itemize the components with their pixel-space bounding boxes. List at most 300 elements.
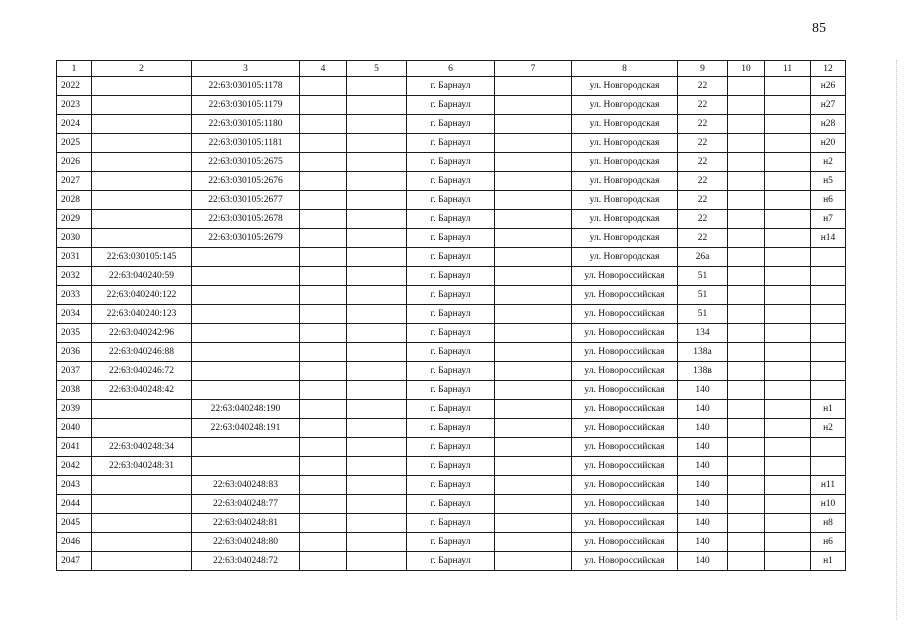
- table-cell-col-11: [765, 495, 811, 514]
- table-cell-col-3: 22:63:040248:83: [192, 476, 300, 495]
- table-cell-col-2: [92, 96, 192, 115]
- table-cell-col-8: ул. Новороссийская: [572, 343, 678, 362]
- table-cell-col-10: [728, 172, 765, 191]
- table-cell-col-9: 22: [678, 191, 728, 210]
- table-cell-col-2: [92, 533, 192, 552]
- table-row: [57, 115, 846, 134]
- table-cell-col-6: г. Барнаул: [407, 438, 495, 457]
- table-cell-col-5: [347, 514, 407, 533]
- table-cell-col-3: 22:63:030105:2678: [192, 210, 300, 229]
- table-cell-col-10: [728, 381, 765, 400]
- table-cell-col-11: [765, 267, 811, 286]
- table-cell-col-3: 22:63:030105:1180: [192, 115, 300, 134]
- table-row: [57, 191, 846, 210]
- table-cell-col-11: [765, 153, 811, 172]
- table-cell-col-8: ул. Новороссийская: [572, 552, 678, 571]
- table-cell-col-11: [765, 343, 811, 362]
- table-cell-col-8: ул. Новгородская: [572, 153, 678, 172]
- table-cell-col-4: [300, 248, 347, 267]
- column-header-7: 7: [495, 61, 572, 77]
- table-cell-col-7: [495, 514, 572, 533]
- table-cell-col-10: [728, 457, 765, 476]
- table-cell-col-10: [728, 324, 765, 343]
- table-row: [57, 419, 846, 438]
- table-cell-col-11: [765, 286, 811, 305]
- column-header-9: 9: [678, 61, 728, 77]
- table-cell-col-4: [300, 286, 347, 305]
- table-cell-col-11: [765, 438, 811, 457]
- table-cell-col-12: [811, 343, 846, 362]
- table-cell-col-1: 2035: [57, 324, 92, 343]
- table-cell-col-11: [765, 400, 811, 419]
- table-cell-col-6: г. Барнаул: [407, 153, 495, 172]
- table-cell-col-6: г. Барнаул: [407, 248, 495, 267]
- table-cell-col-1: 2025: [57, 134, 92, 153]
- table-body: [57, 77, 846, 571]
- table-cell-col-9: 134: [678, 324, 728, 343]
- table-cell-col-10: [728, 115, 765, 134]
- table-row: [57, 286, 846, 305]
- table-cell-col-1: 2034: [57, 305, 92, 324]
- table-cell-col-8: ул. Новороссийская: [572, 362, 678, 381]
- table-cell-col-10: [728, 248, 765, 267]
- table-cell-col-3: [192, 267, 300, 286]
- table-row: [57, 77, 846, 96]
- table-cell-col-2: [92, 134, 192, 153]
- table-cell-col-5: [347, 533, 407, 552]
- table-cell-col-5: [347, 229, 407, 248]
- table-cell-col-2: [92, 552, 192, 571]
- table-row: [57, 362, 846, 381]
- table-cell-col-2: [92, 419, 192, 438]
- table-row: [57, 457, 846, 476]
- table-cell-col-9: 140: [678, 495, 728, 514]
- table-cell-col-3: [192, 362, 300, 381]
- table-cell-col-9: 140: [678, 514, 728, 533]
- table-cell-col-7: [495, 324, 572, 343]
- table-row: [57, 248, 846, 267]
- table-cell-col-6: г. Барнаул: [407, 305, 495, 324]
- table-cell-col-2: [92, 153, 192, 172]
- table-cell-col-10: [728, 96, 765, 115]
- table-row: [57, 324, 846, 343]
- table-cell-col-8: ул. Новороссийская: [572, 514, 678, 533]
- table-cell-col-10: [728, 343, 765, 362]
- table-cell-col-12: н1: [811, 552, 846, 571]
- table-cell-col-8: ул. Новороссийская: [572, 495, 678, 514]
- table-cell-col-4: [300, 476, 347, 495]
- table-cell-col-4: [300, 77, 347, 96]
- table-cell-col-1: 2023: [57, 96, 92, 115]
- table-cell-col-12: н1: [811, 400, 846, 419]
- table-cell-col-10: [728, 476, 765, 495]
- table-cell-col-9: 22: [678, 134, 728, 153]
- table-cell-col-11: [765, 77, 811, 96]
- table-cell-col-6: г. Барнаул: [407, 457, 495, 476]
- table-cell-col-7: [495, 381, 572, 400]
- table-cell-col-11: [765, 552, 811, 571]
- table-cell-col-8: ул. Новороссийская: [572, 324, 678, 343]
- table-cell-col-7: [495, 115, 572, 134]
- table-cell-col-7: [495, 153, 572, 172]
- table-cell-col-6: г. Барнаул: [407, 400, 495, 419]
- table-row: [57, 96, 846, 115]
- table-cell-col-4: [300, 172, 347, 191]
- table-cell-col-5: [347, 153, 407, 172]
- table-cell-col-11: [765, 514, 811, 533]
- table-row: [57, 229, 846, 248]
- table-cell-col-9: 140: [678, 476, 728, 495]
- table-cell-col-2: 22:63:040240:122: [92, 286, 192, 305]
- table-cell-col-4: [300, 134, 347, 153]
- table-row: [57, 172, 846, 191]
- table-cell-col-6: г. Барнаул: [407, 533, 495, 552]
- table-cell-col-6: г. Барнаул: [407, 267, 495, 286]
- table-cell-col-3: 22:63:040248:72: [192, 552, 300, 571]
- table-cell-col-9: 140: [678, 400, 728, 419]
- table-cell-col-12: [811, 286, 846, 305]
- table-cell-col-11: [765, 457, 811, 476]
- table-cell-col-7: [495, 267, 572, 286]
- table-cell-col-5: [347, 362, 407, 381]
- table-cell-col-2: [92, 77, 192, 96]
- table-row: [57, 305, 846, 324]
- table-cell-col-8: ул. Новгородская: [572, 134, 678, 153]
- table-cell-col-6: г. Барнаул: [407, 229, 495, 248]
- table-cell-col-11: [765, 134, 811, 153]
- table-cell-col-5: [347, 552, 407, 571]
- table-cell-col-6: г. Барнаул: [407, 134, 495, 153]
- table-cell-col-11: [765, 115, 811, 134]
- table-cell-col-12: н6: [811, 533, 846, 552]
- table-cell-col-11: [765, 476, 811, 495]
- column-header-2: 2: [92, 61, 192, 77]
- table-cell-col-7: [495, 343, 572, 362]
- table-cell-col-11: [765, 210, 811, 229]
- table-cell-col-1: 2038: [57, 381, 92, 400]
- table-cell-col-9: 22: [678, 115, 728, 134]
- table-row: [57, 400, 846, 419]
- table-cell-col-3: 22:63:040248:77: [192, 495, 300, 514]
- table-cell-col-6: г. Барнаул: [407, 286, 495, 305]
- table-cell-col-4: [300, 438, 347, 457]
- table-cell-col-6: г. Барнаул: [407, 324, 495, 343]
- table-cell-col-2: 22:63:030105:145: [92, 248, 192, 267]
- table-cell-col-4: [300, 191, 347, 210]
- table-cell-col-4: [300, 96, 347, 115]
- table-cell-col-12: н7: [811, 210, 846, 229]
- table-cell-col-5: [347, 210, 407, 229]
- table-cell-col-9: 138а: [678, 343, 728, 362]
- table-cell-col-4: [300, 381, 347, 400]
- table-cell-col-10: [728, 400, 765, 419]
- table-cell-col-9: 51: [678, 305, 728, 324]
- table-cell-col-1: 2032: [57, 267, 92, 286]
- table-cell-col-8: ул. Новороссийская: [572, 400, 678, 419]
- table-cell-col-2: [92, 514, 192, 533]
- table-cell-col-12: [811, 362, 846, 381]
- table-cell-col-6: г. Барнаул: [407, 172, 495, 191]
- table-cell-col-9: 51: [678, 286, 728, 305]
- table-cell-col-11: [765, 191, 811, 210]
- table-cell-col-8: ул. Новороссийская: [572, 476, 678, 495]
- table-cell-col-2: 22:63:040248:34: [92, 438, 192, 457]
- table-cell-col-2: [92, 476, 192, 495]
- table-cell-col-12: [811, 248, 846, 267]
- column-header-11: 11: [765, 61, 811, 77]
- table-cell-col-10: [728, 210, 765, 229]
- table-cell-col-1: 2045: [57, 514, 92, 533]
- table-cell-col-8: ул. Новороссийская: [572, 267, 678, 286]
- table-row: [57, 533, 846, 552]
- table-cell-col-7: [495, 495, 572, 514]
- table-cell-col-11: [765, 381, 811, 400]
- table-cell-col-4: [300, 419, 347, 438]
- table-cell-col-7: [495, 229, 572, 248]
- table-cell-col-7: [495, 400, 572, 419]
- table-cell-col-7: [495, 191, 572, 210]
- table-cell-col-11: [765, 305, 811, 324]
- table-cell-col-6: г. Барнаул: [407, 77, 495, 96]
- table-cell-col-7: [495, 96, 572, 115]
- table-cell-col-12: [811, 267, 846, 286]
- table-cell-col-1: 2033: [57, 286, 92, 305]
- table-cell-col-12: [811, 457, 846, 476]
- table-cell-col-3: 22:63:030105:1178: [192, 77, 300, 96]
- table-cell-col-10: [728, 552, 765, 571]
- table-cell-col-8: ул. Новгородская: [572, 210, 678, 229]
- table-cell-col-1: 2044: [57, 495, 92, 514]
- table-cell-col-6: г. Барнаул: [407, 381, 495, 400]
- table-cell-col-1: 2030: [57, 229, 92, 248]
- column-header-1: 1: [57, 61, 92, 77]
- table-cell-col-10: [728, 438, 765, 457]
- table-cell-col-1: 2047: [57, 552, 92, 571]
- table-cell-col-1: 2028: [57, 191, 92, 210]
- table-cell-col-6: г. Барнаул: [407, 552, 495, 571]
- table-cell-col-2: 22:63:040240:59: [92, 267, 192, 286]
- table-cell-col-12: н10: [811, 495, 846, 514]
- table-cell-col-8: ул. Новгородская: [572, 77, 678, 96]
- table-cell-col-10: [728, 495, 765, 514]
- table-cell-col-7: [495, 457, 572, 476]
- column-header-6: 6: [407, 61, 495, 77]
- table-cell-col-12: н8: [811, 514, 846, 533]
- table-cell-col-12: [811, 438, 846, 457]
- table-cell-col-3: [192, 248, 300, 267]
- table-cell-col-5: [347, 476, 407, 495]
- table-cell-col-7: [495, 210, 572, 229]
- table-row: [57, 153, 846, 172]
- table-cell-col-3: 22:63:040248:190: [192, 400, 300, 419]
- table-cell-col-2: 22:63:040240:123: [92, 305, 192, 324]
- table-cell-col-4: [300, 457, 347, 476]
- table-row: [57, 514, 846, 533]
- table-cell-col-9: 22: [678, 153, 728, 172]
- table-cell-col-11: [765, 96, 811, 115]
- table-cell-col-5: [347, 343, 407, 362]
- table-cell-col-2: [92, 191, 192, 210]
- table-cell-col-10: [728, 267, 765, 286]
- table-cell-col-10: [728, 305, 765, 324]
- table-row: [57, 343, 846, 362]
- table-cell-col-2: [92, 400, 192, 419]
- table-cell-col-9: 26а: [678, 248, 728, 267]
- table-row: [57, 552, 846, 571]
- table-cell-col-12: н6: [811, 191, 846, 210]
- table-row: [57, 495, 846, 514]
- table-cell-col-4: [300, 210, 347, 229]
- table-cell-col-1: 2042: [57, 457, 92, 476]
- table-cell-col-5: [347, 305, 407, 324]
- column-header-5: 5: [347, 61, 407, 77]
- table-cell-col-6: г. Барнаул: [407, 362, 495, 381]
- table-cell-col-1: 2040: [57, 419, 92, 438]
- table-cell-col-3: 22:63:030105:2676: [192, 172, 300, 191]
- header-row: [57, 61, 846, 77]
- table-cell-col-8: ул. Новороссийская: [572, 419, 678, 438]
- table-cell-col-9: 22: [678, 210, 728, 229]
- table-cell-col-3: 22:63:030105:2679: [192, 229, 300, 248]
- table-cell-col-8: ул. Новгородская: [572, 115, 678, 134]
- column-header-3: 3: [192, 61, 300, 77]
- table-cell-col-4: [300, 324, 347, 343]
- table-cell-col-8: ул. Новгородская: [572, 191, 678, 210]
- table-cell-col-6: г. Барнаул: [407, 514, 495, 533]
- table-cell-col-5: [347, 134, 407, 153]
- table-cell-col-1: 2029: [57, 210, 92, 229]
- table-cell-col-4: [300, 552, 347, 571]
- table-cell-col-3: [192, 457, 300, 476]
- table-cell-col-1: 2027: [57, 172, 92, 191]
- page-number: 85: [812, 21, 826, 36]
- table-cell-col-5: [347, 96, 407, 115]
- table-cell-col-12: н5: [811, 172, 846, 191]
- table-cell-col-9: 138в: [678, 362, 728, 381]
- table-cell-col-2: 22:63:040242:96: [92, 324, 192, 343]
- table-cell-col-10: [728, 286, 765, 305]
- table-cell-col-6: г. Барнаул: [407, 115, 495, 134]
- scan-edge-mark: [895, 60, 897, 620]
- table-cell-col-1: 2039: [57, 400, 92, 419]
- table-cell-col-5: [347, 495, 407, 514]
- table-cell-col-3: 22:63:030105:2675: [192, 153, 300, 172]
- table-cell-col-1: 2031: [57, 248, 92, 267]
- table-cell-col-4: [300, 267, 347, 286]
- table-cell-col-10: [728, 362, 765, 381]
- table-cell-col-12: [811, 324, 846, 343]
- table-cell-col-3: [192, 305, 300, 324]
- table-cell-col-11: [765, 324, 811, 343]
- table-cell-col-5: [347, 248, 407, 267]
- table-cell-col-5: [347, 172, 407, 191]
- table-cell-col-12: н2: [811, 153, 846, 172]
- table-cell-col-4: [300, 153, 347, 172]
- table-cell-col-3: 22:63:030105:2677: [192, 191, 300, 210]
- table-cell-col-6: г. Барнаул: [407, 419, 495, 438]
- column-header-10: 10: [728, 61, 765, 77]
- table-cell-col-4: [300, 495, 347, 514]
- table-cell-col-5: [347, 286, 407, 305]
- table-cell-col-5: [347, 115, 407, 134]
- table-cell-col-4: [300, 400, 347, 419]
- table-cell-col-10: [728, 514, 765, 533]
- table-cell-col-7: [495, 533, 572, 552]
- table-cell-col-5: [347, 191, 407, 210]
- table-cell-col-12: н26: [811, 77, 846, 96]
- table-cell-col-3: [192, 381, 300, 400]
- table-cell-col-2: 22:63:040246:72: [92, 362, 192, 381]
- table-cell-col-9: 140: [678, 381, 728, 400]
- table-cell-col-7: [495, 305, 572, 324]
- table-cell-col-4: [300, 229, 347, 248]
- table-cell-col-12: н28: [811, 115, 846, 134]
- table-cell-col-10: [728, 533, 765, 552]
- table-cell-col-1: 2026: [57, 153, 92, 172]
- table-cell-col-12: н14: [811, 229, 846, 248]
- table-cell-col-12: н2: [811, 419, 846, 438]
- table-cell-col-6: г. Барнаул: [407, 495, 495, 514]
- table-cell-col-7: [495, 438, 572, 457]
- column-header-8: 8: [572, 61, 678, 77]
- table-cell-col-7: [495, 286, 572, 305]
- table-cell-col-4: [300, 115, 347, 134]
- table-cell-col-5: [347, 381, 407, 400]
- table-cell-col-12: [811, 381, 846, 400]
- table-cell-col-4: [300, 533, 347, 552]
- table-cell-col-3: 22:63:040248:81: [192, 514, 300, 533]
- table-cell-col-1: 2043: [57, 476, 92, 495]
- table-cell-col-8: ул. Новороссийская: [572, 457, 678, 476]
- table-cell-col-10: [728, 77, 765, 96]
- table-cell-col-2: 22:63:040248:42: [92, 381, 192, 400]
- table-cell-col-9: 22: [678, 77, 728, 96]
- table-cell-col-3: [192, 286, 300, 305]
- table-row: [57, 267, 846, 286]
- table-cell-col-9: 22: [678, 229, 728, 248]
- table-cell-col-2: [92, 495, 192, 514]
- table-cell-col-8: ул. Новгородская: [572, 248, 678, 267]
- table-cell-col-3: 22:63:030105:1179: [192, 96, 300, 115]
- table-cell-col-9: 140: [678, 457, 728, 476]
- table-cell-col-1: 2036: [57, 343, 92, 362]
- table-cell-col-8: ул. Новгородская: [572, 229, 678, 248]
- table-cell-col-11: [765, 362, 811, 381]
- table-cell-col-10: [728, 191, 765, 210]
- table-row: [57, 476, 846, 495]
- table-cell-col-3: [192, 438, 300, 457]
- table-cell-col-9: 51: [678, 267, 728, 286]
- table-cell-col-8: ул. Новгородская: [572, 96, 678, 115]
- table-cell-col-4: [300, 362, 347, 381]
- table-cell-col-6: г. Барнаул: [407, 96, 495, 115]
- table-cell-col-7: [495, 77, 572, 96]
- table-cell-col-9: 140: [678, 552, 728, 571]
- table-cell-col-3: [192, 343, 300, 362]
- table-cell-col-12: н11: [811, 476, 846, 495]
- table-cell-col-7: [495, 419, 572, 438]
- table-cell-col-1: 2024: [57, 115, 92, 134]
- column-header-4: 4: [300, 61, 347, 77]
- table-cell-col-12: н20: [811, 134, 846, 153]
- table-cell-col-11: [765, 172, 811, 191]
- table-cell-col-5: [347, 267, 407, 286]
- table-cell-col-9: 140: [678, 419, 728, 438]
- table-cell-col-2: [92, 115, 192, 134]
- table-cell-col-1: 2041: [57, 438, 92, 457]
- table-cell-col-11: [765, 419, 811, 438]
- table-cell-col-9: 22: [678, 96, 728, 115]
